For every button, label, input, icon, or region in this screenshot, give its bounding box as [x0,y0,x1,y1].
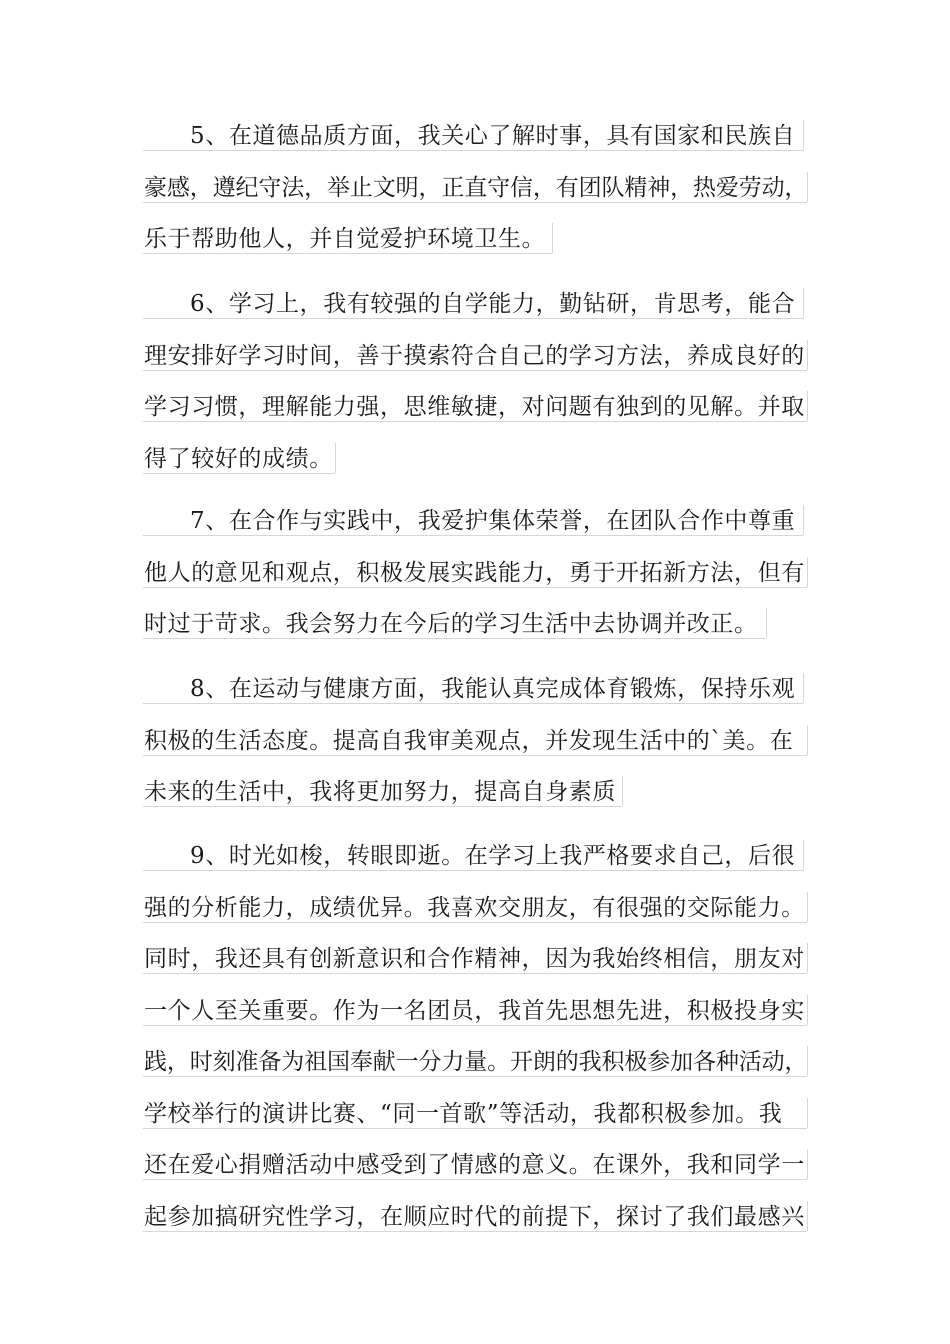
text-line [143,673,807,725]
line-text: 他人的意见和观点，积极发展实践能力，勇于开拓新方法，但有 [144,559,805,586]
paragraph-8 [143,673,807,828]
line-text: 6、学习上，我有较强的自学能力，勤钻研，肯思考，能合 [190,291,796,317]
text-line [143,288,807,340]
line-text: 积极的生活态度。提高自我审美观点，并发现生活中的`美。在 [144,727,794,754]
text-line [143,943,807,995]
line-text: 还在爱心捐赠活动中感受到了情感的意义。在课外，我和同学一 [144,1152,805,1178]
line-text: 强的分析能力，成绩优异。我喜欢交朋友，有很强的交际能力。 [144,894,805,921]
paragraph-7 [143,505,807,660]
text-line [143,340,807,392]
text-line [143,1046,807,1098]
line-text: 未来的生活中，我将更加努力，提高自身素质 [144,779,616,805]
line-text: 学习习惯，理解能力强，思维敏捷，对问题有独到的见解。并取 [144,394,805,420]
line-text: 5、在道德品质方面，我关心了解时事，具有国家和民族自 [190,123,796,149]
text-line [143,840,807,892]
line-text: 9、时光如梭，转眼即逝。在学习上我严格要求自己，后很 [190,843,796,869]
text-line [143,120,807,172]
paragraph-6 [143,288,807,494]
line-text: 同时，我还具有创新意识和合作精神，因为我始终相信，朋友对 [144,946,805,972]
line-text: 8、在运动与健康方面，我能认真完成体育锻炼，保持乐观 [190,676,796,702]
text-line [143,995,807,1047]
line-text: 起参加搞研究性学习，在顺应时代的前提下，探讨了我们最感兴 [144,1203,805,1230]
text-line [143,505,807,557]
line-text: 践，时刻准备为祖国奉献一分力量。开朗的我积极参加各种活动， [144,1049,808,1075]
text-line [143,443,807,495]
text-line [143,557,807,609]
line-text: 一个人至关重要。作为一名团员，我首先思想先进，积极投身实 [144,997,805,1024]
text-line [143,223,807,275]
text-line [143,776,807,828]
text-line [143,1201,807,1253]
line-text: 理安排好学习时间，善于摸索符合自己的学习方法，养成良好的 [144,342,805,369]
line-text: 学校举行的演讲比赛、“同一首歌”等活动，我都积极参加。我 [144,1100,783,1127]
text-line [143,391,807,443]
paragraph-9 [143,840,807,1252]
text-line [143,608,807,660]
text-line [143,1098,807,1150]
text-line [143,172,807,224]
line-text: 7、在合作与实践中，我爱护集体荣誉，在团队合作中尊重 [190,508,796,534]
text-line [143,892,807,944]
paragraph-5 [143,120,807,275]
line-text: 得了较好的成绩。 [144,445,333,472]
text-line [143,725,807,777]
text-line [143,1149,807,1201]
line-text: 豪感，遵纪守法，举止文明，正直守信，有团队精神，热爱劳动， [144,174,808,201]
line-text: 时过于苛求。我会努力在今后的学习生活中去协调并改正。 [144,611,758,637]
line-text: 乐于帮助他人，并自觉爱护环境卫生。 [144,226,546,252]
